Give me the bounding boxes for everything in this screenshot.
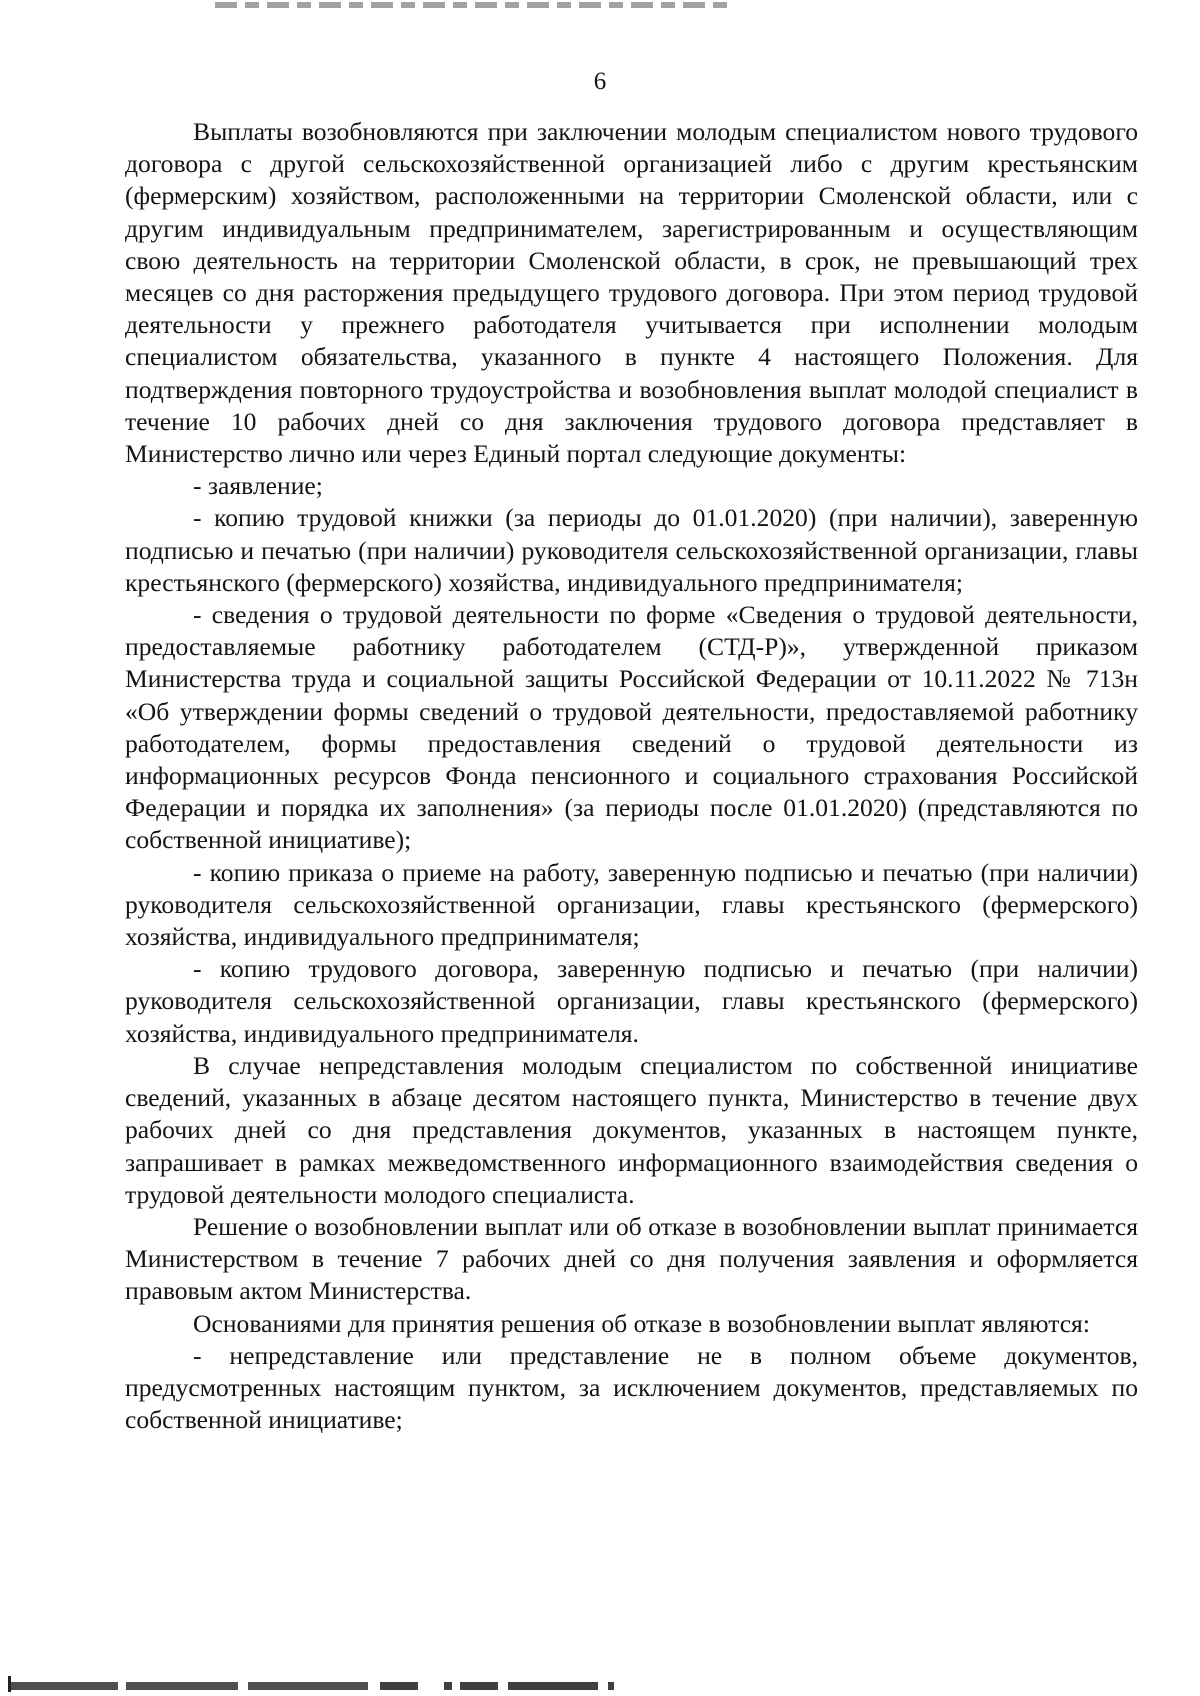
list-item-work-record-book: - копию трудовой книжки (за периоды до 01.01.2020) (при наличии), заверенную подписью и печатью (при наличии) руководителя сельскохозяйственной организации, главы крестьянского (фермерского) хозяйства, индивидуального предпринимателя;: [125, 503, 1138, 597]
scan-artifact-bottom: [8, 1682, 1138, 1690]
page-number: 6: [593, 68, 607, 95]
scan-artifact-corner: [8, 1676, 11, 1692]
list-item-employment-contract: - копию трудового договора, заверенную подписью и печатью (при наличии) руководителя сельскохозяйственной организации, главы крестьянского (фермерского) хозяйства, индивидуального предпринимателя.: [125, 954, 1138, 1048]
paragraph-refusal-grounds: Основаниями для принятия решения об отказе в возобновлении выплат являются:: [193, 1308, 1090, 1338]
scan-artifact-top: [215, 2, 735, 8]
document-body: [125, 116, 1138, 1436]
paragraph-decision: Решение о возобновлении выплат или об отказе в возобновлении выплат принимается Министерством в течение 7 рабочих дней со дня получения заявления и оформляется правовым актом Министерства.: [125, 1211, 1138, 1306]
paragraph-interagency-request: В случае непредставления молодым специалистом по собственной инициативе сведений, указанных в абзаце десятом настоящего пункта, Министерство в течение двух рабочих дней со дня представления документов, указанных в настоящем пункте, запрашивает в рамках межведомственного информационного взаимодействия сведения о трудовой деятельности молодого специалиста.: [125, 1050, 1138, 1209]
list-item-hiring-order: - копию приказа о приеме на работу, заверенную подписью и печатью (при наличии) руководителя сельскохозяйственной организации, главы крестьянского (фермерского) хозяйства, индивидуального предпринимателя;: [125, 857, 1138, 952]
paragraph-resumption-of-payments: Выплаты возобновляются при заключении молодым специалистом нового трудового договора с другой сельскохозяйственной организацией либо с другим крестьянским (фермерским) хозяйством, расположенными на территории Смоленской области, или с другим индивидуальным предпринимателем, зарегистрированным и осуществляющим свою деятельность на территории Смоленской области, в срок, не превышающий трех месяцев со дня расторжения предыдущего трудового договора. При этом период трудовой деятельности у прежнего работодателя учитывается при исполнении молодым специалистом обязательства, указанного в пункте 4 настоящего Положения. Для подтверждения повторного трудоустройства и возобновления выплат молодой специалист в течение 10 рабочих дней со дня заключения трудового договора представляет в Министерство лично или через Единый портал следующие документы:: [125, 117, 1138, 469]
list-item-employment-info: - сведения о трудовой деятельности по форме «Сведения о трудовой деятельности, предоставляемые работнику работодателем (СТД-Р)», утвержденной приказом Министерства труда и социальной защиты Российской Федерации от 10.11.2022 № 713н «Об утверждении формы сведений о трудовой деятельности, предоставляемой работнику работодателем, формы предоставления сведений о трудовой деятельности из информационных ресурсов Фонда пенсионного и социального страхования Российской Федерации и порядка их заполнения» (за периоды после 01.01.2020) (представляются по собственной инициативе);: [125, 600, 1138, 855]
list-item-incomplete-documents: - непредставление или представление не в полном объеме документов, предусмотренных настоящим пунктом, за исключением документов, представляемых по собственной инициативе;: [125, 1340, 1138, 1435]
list-item-application: - заявление;: [193, 471, 323, 501]
